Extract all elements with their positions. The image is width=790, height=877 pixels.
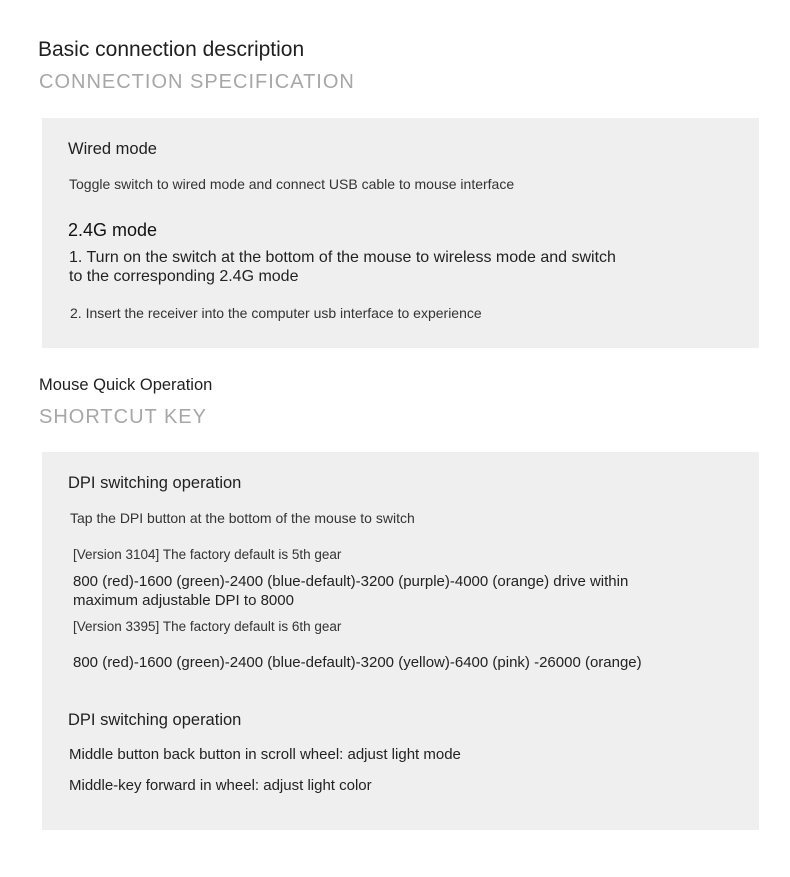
shortcut-panel	[42, 452, 759, 830]
dpi-instruction: Tap the DPI button at the bottom of the mouse to switch	[70, 510, 415, 526]
connection-title: Basic connection description	[38, 38, 305, 61]
dpi-v3104-line2: maximum adjustable DPI to 8000	[73, 592, 294, 609]
wired-mode-heading: Wired mode	[68, 140, 157, 158]
wireless-step2: 2. Insert the receiver into the computer usb interface to experience	[70, 305, 482, 321]
dpi-v3395-note: [Version 3395] The factory default is 6th gear	[73, 619, 342, 634]
wireless-step1-line1: 1. Turn on the switch at the bottom of the mouse to wireless mode and switch	[69, 249, 616, 266]
light-line1: Middle button back button in scroll wheel: adjust light mode	[69, 746, 461, 763]
dpi-v3104-note: [Version 3104] The factory default is 5th gear	[73, 547, 342, 562]
wireless-step1-line2: to the corresponding 2.4G mode	[69, 268, 299, 285]
shortcut-title: Mouse Quick Operation	[39, 376, 213, 394]
light-line2: Middle-key forward in wheel: adjust light color	[69, 777, 372, 794]
light-heading: DPI switching operation	[68, 711, 242, 729]
shortcut-subtitle: SHORTCUT KEY	[39, 406, 207, 428]
dpi-v3395-line: 800 (red)-1600 (green)-2400 (blue-default)-3200 (yellow)-6400 (pink) -26000 (orange)	[73, 654, 642, 671]
wired-mode-text: Toggle switch to wired mode and connect USB cable to mouse interface	[69, 176, 515, 192]
wireless-mode-heading: 2.4G mode	[68, 220, 158, 240]
dpi-heading: DPI switching operation	[68, 474, 242, 492]
connection-subtitle: CONNECTION SPECIFICATION	[39, 71, 355, 93]
dpi-v3104-line1: 800 (red)-1600 (green)-2400 (blue-default)-3200 (purple)-4000 (orange) drive within	[73, 573, 629, 590]
